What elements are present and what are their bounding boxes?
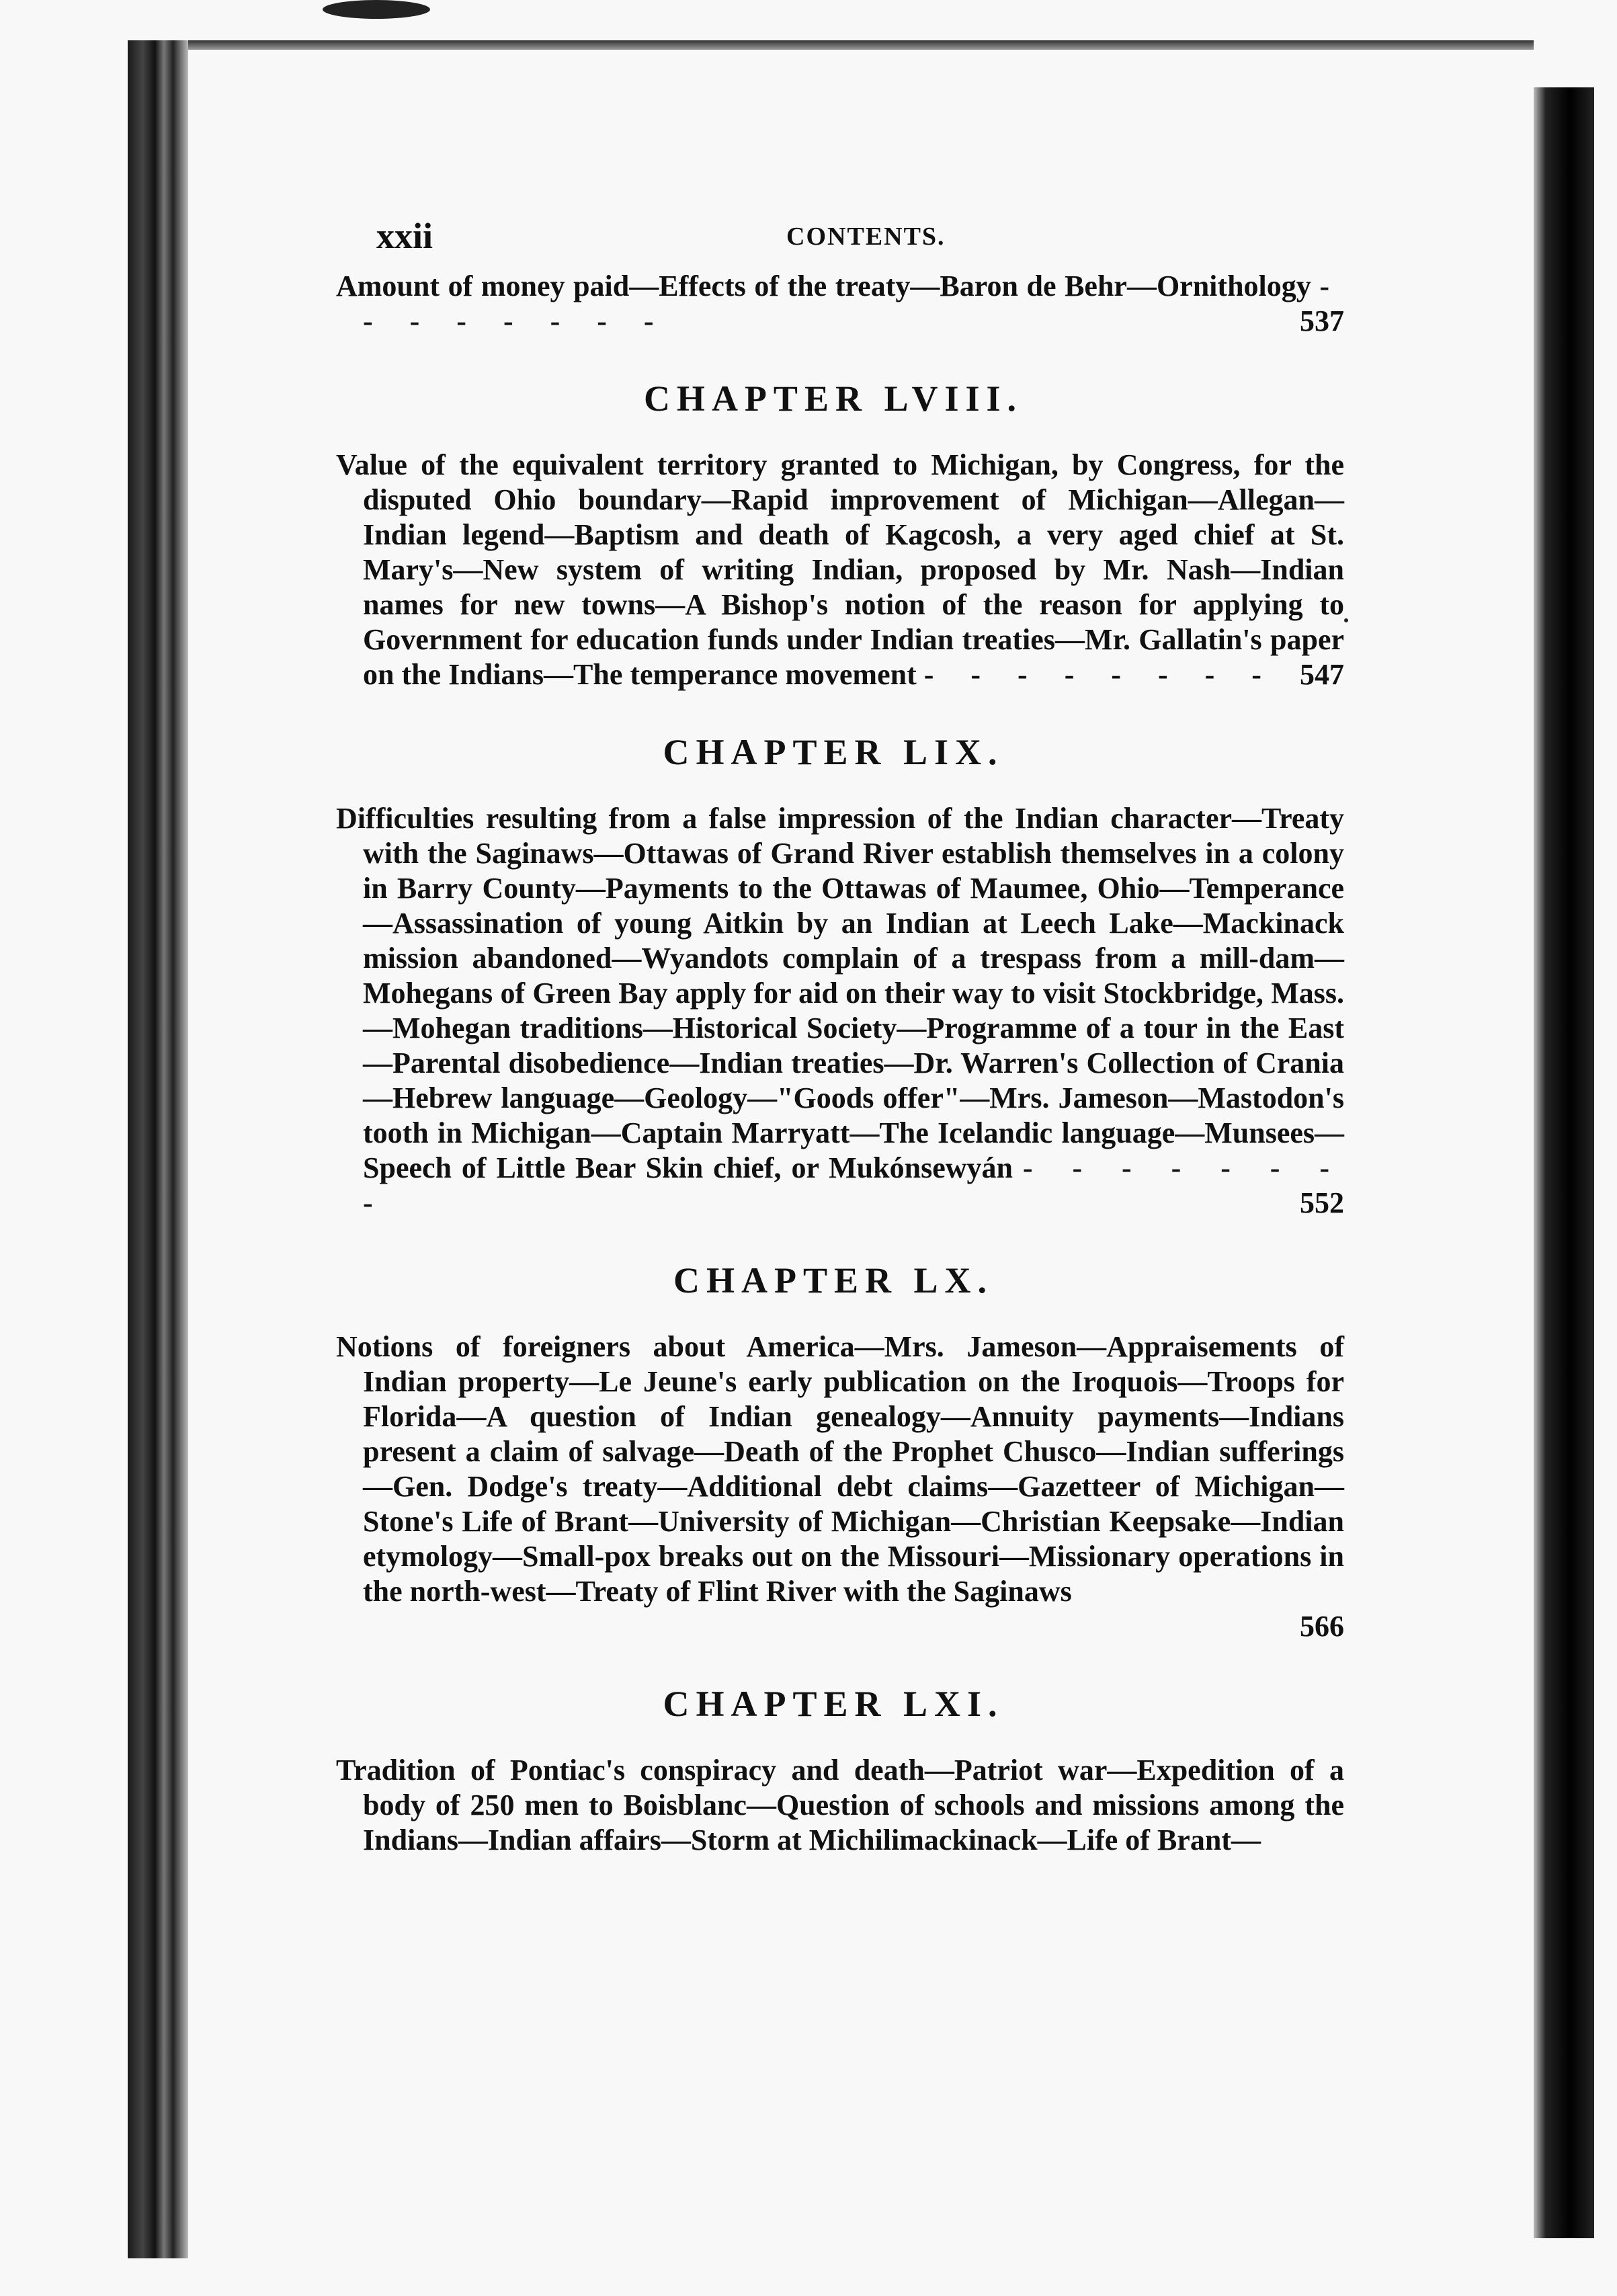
running-head — [323, 215, 1344, 262]
binding-edge-right — [1534, 87, 1594, 2238]
entry-page-number: 566 — [1300, 1610, 1344, 1643]
chapter-heading: CHAPTER LVIII. — [643, 378, 1024, 419]
binding-edge-left — [128, 40, 188, 2258]
scan-blot — [323, 0, 430, 19]
contents-entry — [323, 1753, 1344, 1858]
entry-page-number: 547 — [1300, 658, 1344, 691]
dot-leaders: - - - - - - - - — [363, 1151, 1344, 1219]
entry-text: Tradition of Pontiac's conspiracy and death—Patriot war—Expedition of a body of 250 men to Boisblanc—Question of schools and missions among the Indians—Indian affairs—Storm at Michilimackinack—Life of Brant— — [336, 1754, 1344, 1856]
scan-speck — [1344, 618, 1348, 622]
contents-entry — [323, 1329, 1344, 1609]
chapter-heading: CHAPTER LIX. — [663, 732, 1004, 772]
chapter-heading: CHAPTER LX. — [673, 1260, 994, 1301]
entry-text: Difficulties resulting from a false impression of the Indian character—Treaty with the Saginaws—Ottawas of Grand River establish themselves in a colony in Barry County—Payments to the Ottawas of Maumee, Ohio—Temperance—Assassination of young Aitkin by an Indian at Leech Lake—Mackinack mission abandoned—Wyandots complain of a trespass from a mill-dam—Mohegans of Green Bay apply for aid on their way to visit Stockbridge, Mass.—Mohegan traditions—Historical Society—Programme of a tour in the East—Parental disobedience—Indian treaties—Dr. Warren's Collection of Crania—Hebrew language—Geology—"Goods offer"—Mrs. Jameson—Mastodon's tooth in Michigan—Captain Marryatt—The Icelandic language—Munsees—Speech of Little Bear Skin chief, or Mukónsewyán — [336, 802, 1344, 1184]
entry-text: Notions of foreigners about America—Mrs. Jameson—Appraisements of Indian property—Le Jeune's early publication on the Iroquois—Troops for Florida—A question of Indian genealogy—Annuity payments—Indians present a claim of salvage—Death of the Prophet Chusco—Indian sufferings—Gen. Dodge's treaty—Additional debt claims—Gazetteer of Michigan—Stone's Life of Brant—University of Michigan—Christian Keepsake—Indian etymology—Small-pox breaks out on the Missouri—Missionary operations in the north-west—Treaty of Flint River with the Saginaws — [336, 1330, 1344, 1608]
contents-page — [323, 215, 1344, 1858]
contents-entry — [323, 269, 1344, 339]
entry-text: Amount of money paid—Effects of the treaty—Baron de Behr—Ornithology — [336, 270, 1311, 302]
entry-text: Value of the equivalent territory granted to Michigan, by Congress, for the disputed Ohio boundary—Rapid improvement of Michigan—Allegan—Indian legend—Baptism and death of Kagcosh, a very aged chief at St. Mary's—New system of writing Indian, proposed by Mr. Nash—Indian names for new towns—A Bishop's notion of the reason for applying to Government for education funds under Indian treaties—Mr. Gallatin's paper on the Indians—The temperance movement — [336, 448, 1344, 691]
contents-entry — [323, 801, 1344, 1221]
dot-leaders: - - - - - - - - — [363, 270, 1345, 337]
entry-page-number: 552 — [1300, 1186, 1344, 1219]
running-title: CONTENTS. — [786, 222, 946, 251]
dot-leaders: - - - - - - - - — [923, 658, 1276, 691]
contents-entry — [323, 448, 1344, 692]
entry-page-number: 537 — [1300, 304, 1344, 337]
chapter-heading: CHAPTER LXI. — [663, 1684, 1004, 1724]
page-edge-top — [188, 40, 1534, 50]
page-folio: xxii — [376, 216, 433, 256]
